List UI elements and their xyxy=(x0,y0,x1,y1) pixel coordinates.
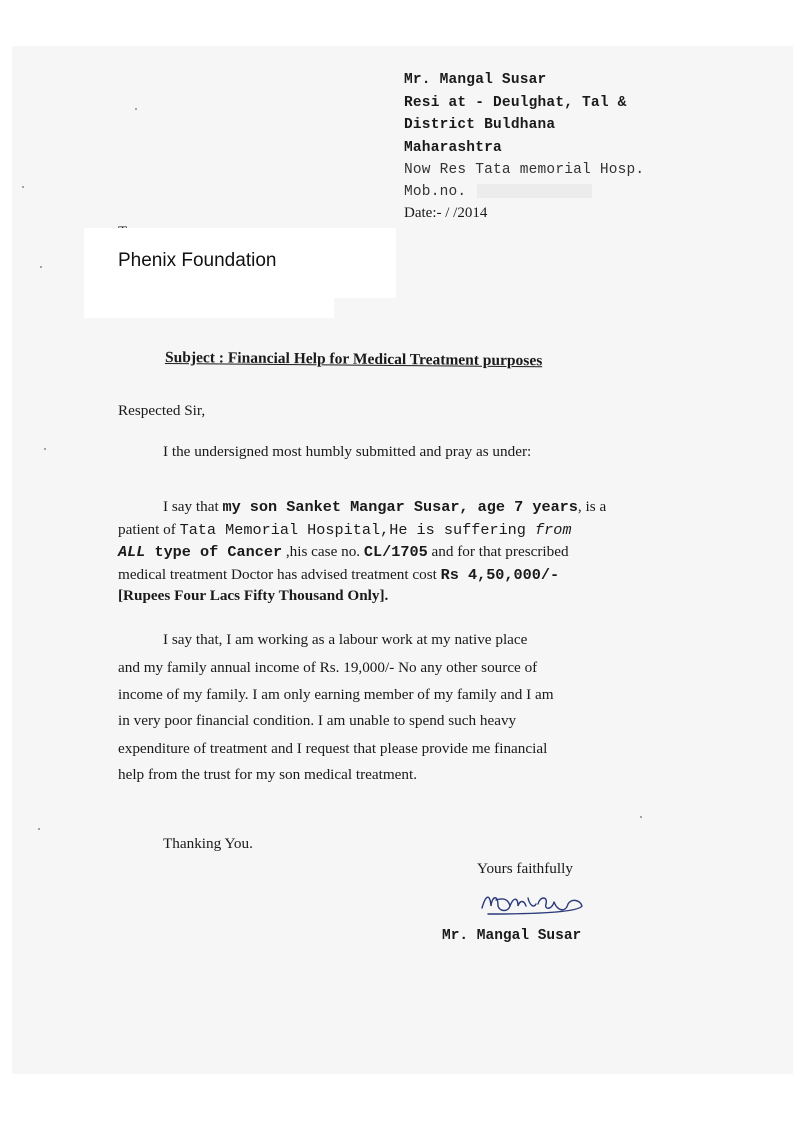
thanks-line: Thanking You. xyxy=(163,835,253,852)
scan-speck xyxy=(640,816,642,818)
sender-residence: Resi at - Deulghat, Tal & xyxy=(404,95,627,111)
para1-line2: patient of Tata Memorial Hospital,He is suffering from xyxy=(118,521,572,539)
para1-line4: medical treatment Doctor has advised treatment cost Rs 4,50,000/- xyxy=(118,566,560,584)
para2-line3: income of my family. I am only earning member of my family and I am xyxy=(118,686,554,703)
salutation: Respected Sir, xyxy=(118,402,206,419)
scan-speck xyxy=(22,186,24,188)
intro-line: I the undersigned most humbly submitted and pray as under: xyxy=(163,443,532,460)
para2-line1: I say that, I am working as a labour work at my native place xyxy=(163,631,528,648)
sender-state: Maharashtra xyxy=(404,140,502,156)
recipient-overlay-lower xyxy=(84,296,334,318)
closing-line: Yours faithfully xyxy=(477,860,573,877)
para2-line2: and my family annual income of Rs. 19,000/- No any other source of xyxy=(118,659,538,676)
sender-name: Mr. Mangal Susar xyxy=(404,72,547,88)
handwritten-signature xyxy=(478,886,588,922)
mobile-redaction xyxy=(477,184,592,198)
para2-line4: in very poor financial condition. I am unable to spend such heavy xyxy=(118,712,517,729)
sender-mobile-label: Mob.no. xyxy=(404,184,467,200)
para2-line6: help from the trust for my son medical treatment. xyxy=(118,766,418,783)
para1-line5: [Rupees Four Lacs Fifty Thousand Only]. xyxy=(118,587,389,604)
sender-district: District Buldhana xyxy=(404,117,556,133)
subject-line: Subject : Financial Help for Medical Treatment purposes xyxy=(164,349,543,370)
para2-line5: expenditure of treatment and I request that please provide me financial xyxy=(118,740,548,757)
scan-speck xyxy=(40,266,42,268)
scan-speck xyxy=(38,828,40,830)
recipient-name: Phenix Foundation xyxy=(118,250,277,271)
signatory-name: Mr. Mangal Susar xyxy=(442,928,582,944)
letter-date: Date:- / /2014 xyxy=(404,205,488,221)
para1-line3: ALL type of Cancer ,his case no. CL/1705 and for that prescribed xyxy=(118,543,569,561)
scan-speck xyxy=(44,448,46,450)
sender-current-residence: Now Res Tata memorial Hosp. xyxy=(404,162,645,178)
para1-line1: I say that my son Sanket Mangar Susar, age 7 years, is a xyxy=(163,498,607,516)
scan-speck xyxy=(135,108,137,110)
